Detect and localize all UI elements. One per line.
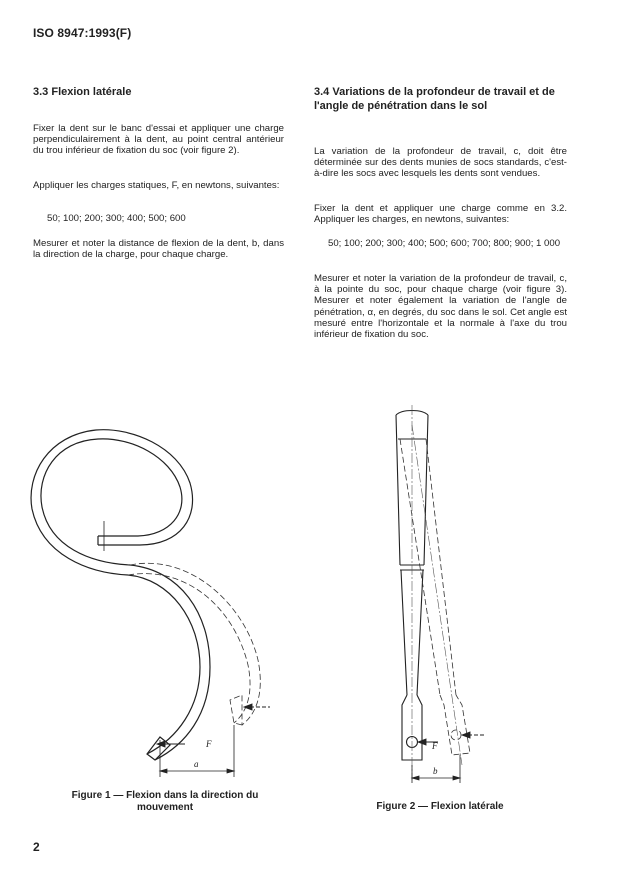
figure-2-dimension-b-label: b bbox=[433, 766, 438, 776]
section-3-3-paragraph-3: Mesurer et noter la distance de flexion de la dent, b, dans la direction de la charge, pour chaque charge. bbox=[33, 238, 284, 261]
section-3-3-paragraph-2: Appliquer les charges statiques, F, en newtons, suivantes: bbox=[33, 180, 280, 191]
section-3-4-load-list: 50; 100; 200; 300; 400; 500; 600; 700; 800; 900; 1 000 bbox=[328, 238, 561, 249]
figure-2-force-label: F bbox=[432, 741, 438, 751]
section-3-4-paragraph-3: Mesurer et noter la variation de la profondeur de travail, c, à la pointe du soc, pour chaque charge (voir figure 3). Mesurer et noter également la variation de l'angle de pénétration, α, en degrés, du soc dans le sol. Cet angle est mesuré entre l'horizontale et la normale à l'axe du trou inférieur de fixation du soc. bbox=[314, 273, 567, 341]
figure-2-drawing bbox=[370, 405, 510, 785]
figure-1-drawing bbox=[20, 395, 290, 780]
document-header: ISO 8947:1993(F) bbox=[33, 26, 132, 40]
section-3-3-load-list: 50; 100; 200; 300; 400; 500; 600 bbox=[47, 213, 186, 224]
figure-2-caption: Figure 2 — Flexion latérale bbox=[376, 801, 504, 812]
figure-1-force-label: F bbox=[206, 739, 212, 749]
section-3-4-paragraph-1: La variation de la profondeur de travail, c, doit être déterminée sur des dents munies de socs standards, c'est-à-dire les socs avec lesquels les dents sont vendues. bbox=[314, 146, 567, 180]
section-3-4-paragraph-2: Fixer la dent et appliquer une charge comme en 3.2. Appliquer les charges, en newtons, suivantes: bbox=[314, 203, 567, 226]
section-3-3-paragraph-1: Fixer la dent sur le banc d'essai et appliquer une charge perpendiculairement à la dent, au point central antérieur du trou inférieur de fixation du soc (voir figure 2). bbox=[33, 123, 284, 157]
figure-1-caption: Figure 1 — Flexion dans la direction du mouvement bbox=[71, 790, 259, 813]
section-3-4-title: 3.4 Variations de la profondeur de travail et de l'angle de pénétration dans le sol bbox=[314, 86, 555, 112]
page-number: 2 bbox=[33, 840, 40, 854]
figure-1-dimension-a-label: a bbox=[194, 759, 199, 769]
section-3-3-title: 3.3 Flexion latérale bbox=[33, 86, 132, 98]
